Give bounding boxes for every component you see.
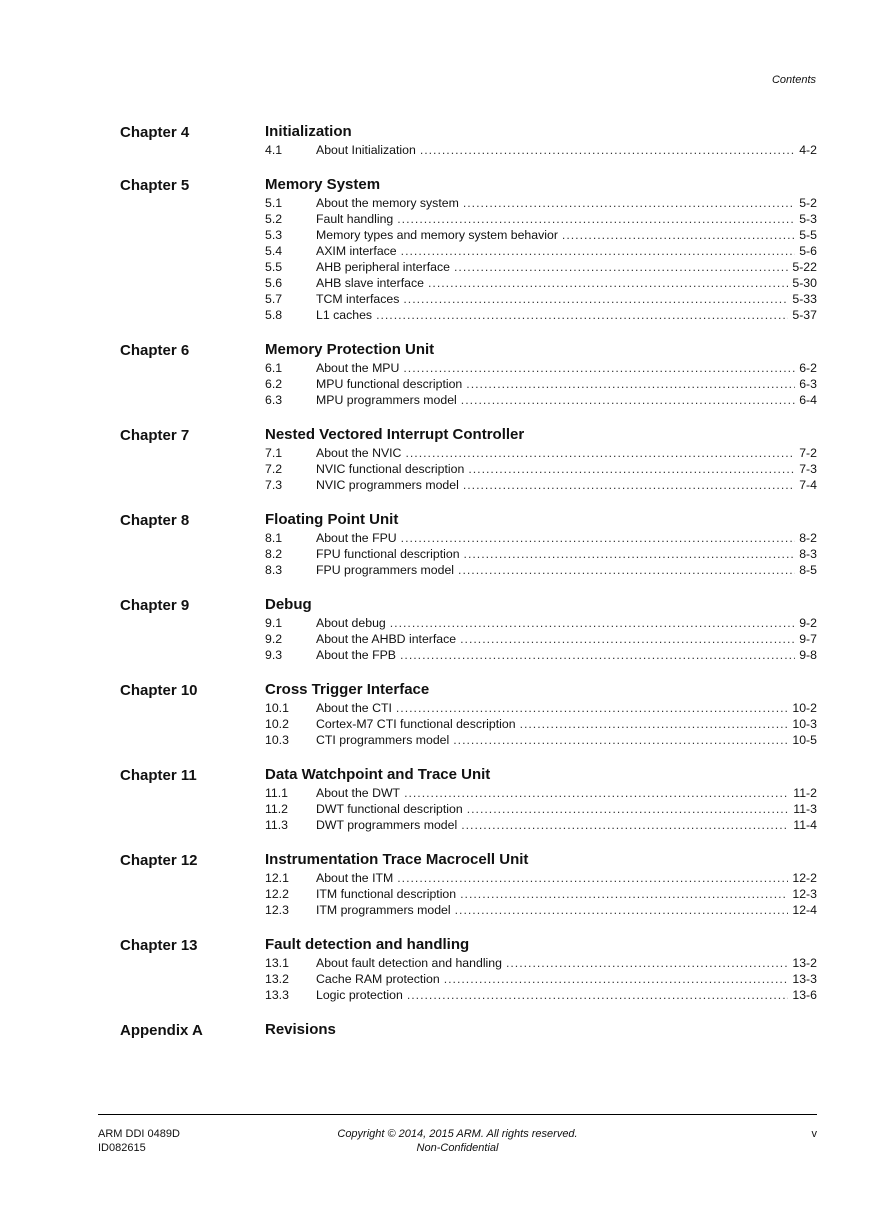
entry-number: 6.2 (265, 377, 283, 391)
toc-entry[interactable] (265, 562, 817, 578)
dot-leader (401, 243, 796, 259)
entry-page-number: 8-5 (799, 563, 817, 577)
entry-page-number: 5-22 (792, 260, 817, 274)
dot-leader (468, 461, 795, 477)
entry-title: About fault detection and handling (316, 956, 502, 970)
dot-leader (407, 987, 789, 1003)
dot-leader (400, 647, 795, 663)
dot-leader (466, 376, 795, 392)
chapter-title[interactable]: Debug (265, 596, 312, 613)
chapter-label[interactable]: Chapter 8 (120, 512, 190, 529)
entry-number: 5.4 (265, 244, 283, 258)
entry-page-number: 12-2 (792, 871, 817, 885)
chapter-label[interactable]: Chapter 10 (120, 682, 198, 699)
dot-leader (463, 477, 795, 493)
dot-leader (428, 275, 788, 291)
entry-page-number: 9-8 (799, 648, 817, 662)
entry-number: 5.7 (265, 292, 283, 306)
toc-chapter (0, 510, 869, 578)
footer-copyright: Copyright © 2014, 2015 ARM. All rights reserved. (337, 1128, 578, 1140)
dot-leader (506, 955, 788, 971)
entry-title: AHB slave interface (316, 276, 424, 290)
entry-title: About the AHBD interface (316, 632, 457, 646)
dot-leader (463, 195, 795, 211)
entry-title: About the FPB (316, 648, 396, 662)
toc-chapter (0, 122, 869, 158)
toc-entry[interactable] (265, 392, 817, 408)
entry-title: Cache RAM protection (316, 972, 440, 986)
entry-number: 13.3 (265, 988, 289, 1002)
entry-number: 5.3 (265, 228, 283, 242)
toc-entry[interactable] (265, 716, 817, 732)
dot-leader (520, 716, 789, 732)
entry-page-number: 8-3 (799, 547, 817, 561)
chapter-title[interactable]: Instrumentation Trace Macrocell Unit (265, 851, 529, 868)
toc-chapter (0, 595, 869, 663)
toc-entry[interactable] (265, 227, 817, 243)
entry-title: About the NVIC (316, 446, 402, 460)
entry-title: About the DWT (316, 786, 401, 800)
entry-number: 12.1 (265, 871, 289, 885)
toc-entry[interactable] (265, 445, 817, 461)
entry-title: About the CTI (316, 701, 392, 715)
entry-number: 12.2 (265, 887, 289, 901)
toc-entry[interactable] (265, 530, 817, 546)
entry-title: About the ITM (316, 871, 394, 885)
dot-leader (397, 870, 788, 886)
entry-number: 5.6 (265, 276, 283, 290)
chapter-label[interactable]: Chapter 7 (120, 427, 190, 444)
entry-title: About Initialization (316, 143, 416, 157)
entry-page-number: 8-2 (799, 531, 817, 545)
entry-number: 5.1 (265, 196, 283, 210)
toc-chapter (0, 680, 869, 748)
entry-page-number: 11-4 (793, 818, 817, 832)
entry-page-number: 5-33 (792, 292, 817, 306)
chapter-label[interactable]: Chapter 13 (120, 937, 198, 954)
toc-entry[interactable] (265, 275, 817, 291)
entry-page-number: 10-5 (792, 733, 817, 747)
entry-title: AHB peripheral interface (316, 260, 450, 274)
entry-page-number: 5-37 (792, 308, 817, 322)
entry-page-number: 9-2 (799, 616, 817, 630)
entry-title: L1 caches (316, 308, 373, 322)
toc-entry[interactable] (265, 647, 817, 663)
toc-chapter (0, 935, 869, 1003)
running-header: Contents (771, 74, 816, 86)
entry-page-number: 5-2 (799, 196, 817, 210)
entry-page-number: 10-2 (792, 701, 817, 715)
chapter-label[interactable]: Chapter 6 (120, 342, 190, 359)
toc-entry[interactable] (265, 307, 817, 323)
toc-chapter (0, 340, 869, 408)
entry-number: 11.2 (265, 802, 289, 816)
entry-page-number: 4-2 (799, 143, 817, 157)
table-of-contents (0, 122, 869, 1057)
entry-title: About the MPU (316, 361, 400, 375)
chapter-label[interactable]: Chapter 4 (120, 124, 190, 141)
toc-entry[interactable] (265, 886, 817, 902)
entry-title: Cortex-M7 CTI functional description (316, 717, 516, 731)
toc-entry[interactable] (265, 195, 817, 211)
entry-page-number: 5-6 (799, 244, 817, 258)
entry-page-number: 5-3 (799, 212, 817, 226)
toc-entry[interactable] (265, 987, 817, 1003)
entry-page-number: 12-3 (792, 887, 817, 901)
dot-leader (453, 732, 788, 748)
dot-leader (461, 817, 789, 833)
entry-page-number: 13-6 (792, 988, 817, 1002)
toc-entry[interactable] (265, 902, 817, 918)
entry-title: Fault handling (316, 212, 394, 226)
dot-leader (396, 700, 789, 716)
dot-leader (455, 902, 789, 918)
toc-chapter (0, 765, 869, 833)
toc-entry[interactable] (265, 376, 817, 392)
dot-leader (444, 971, 789, 987)
toc-entry[interactable] (265, 732, 817, 748)
entry-number: 6.1 (265, 361, 283, 375)
chapter-label[interactable]: Chapter 12 (120, 852, 198, 869)
toc-entry[interactable] (265, 631, 817, 647)
entry-title: FPU programmers model (316, 563, 455, 577)
entry-page-number: 9-7 (799, 632, 817, 646)
entry-page-number: 13-3 (792, 972, 817, 986)
entry-page-number: 6-4 (799, 393, 817, 407)
entry-page-number: 7-2 (799, 446, 817, 460)
chapter-title[interactable]: Memory Protection Unit (265, 341, 435, 358)
entry-title: Memory types and memory system behavior (316, 228, 558, 242)
entry-page-number: 6-2 (799, 361, 817, 375)
chapter-label[interactable]: Chapter 5 (120, 177, 190, 194)
toc-entry[interactable] (265, 291, 817, 307)
footer-page-number: v (811, 1128, 817, 1140)
entry-page-number: 11-3 (793, 802, 817, 816)
toc-entry[interactable] (265, 615, 817, 631)
toc-entry[interactable] (265, 870, 817, 886)
entry-number: 11.3 (265, 818, 289, 832)
dot-leader (460, 631, 795, 647)
entry-page-number: 7-4 (799, 478, 817, 492)
entry-page-number: 6-3 (799, 377, 817, 391)
toc-entry[interactable] (265, 211, 817, 227)
entry-number: 7.3 (265, 478, 283, 492)
toc-entry[interactable] (265, 785, 817, 801)
entry-number: 5.8 (265, 308, 283, 322)
footer-doc-id: ARM DDI 0489D (98, 1128, 180, 1140)
chapter-label[interactable]: Appendix A (120, 1022, 203, 1039)
dot-leader (454, 259, 788, 275)
entry-number: 10.2 (265, 717, 289, 731)
toc-chapter (0, 850, 869, 918)
entry-number: 5.2 (265, 212, 283, 226)
entry-page-number: 13-2 (792, 956, 817, 970)
entry-title: DWT programmers model (316, 818, 458, 832)
chapter-title[interactable]: Memory System (265, 176, 381, 193)
toc-entry[interactable] (265, 546, 817, 562)
entry-page-number: 10-3 (792, 717, 817, 731)
toc-entry[interactable] (265, 461, 817, 477)
entry-number: 8.3 (265, 563, 283, 577)
toc-chapter (0, 175, 869, 323)
footer-divider (98, 1114, 817, 1115)
dot-leader (562, 227, 795, 243)
entry-number: 13.2 (265, 972, 289, 986)
dot-leader (397, 211, 795, 227)
entry-page-number: 7-3 (799, 462, 817, 476)
entry-page-number: 11-2 (793, 786, 817, 800)
chapter-title[interactable]: Cross Trigger Interface (265, 681, 430, 698)
toc-entry[interactable] (265, 817, 817, 833)
toc-entry[interactable] (265, 955, 817, 971)
entry-title: About the FPU (316, 531, 397, 545)
dot-leader (401, 530, 796, 546)
chapter-title[interactable]: Data Watchpoint and Trace Unit (265, 766, 491, 783)
entry-number: 5.5 (265, 260, 283, 274)
dot-leader (390, 615, 795, 631)
toc-entry[interactable] (265, 971, 817, 987)
entry-title: FPU functional description (316, 547, 460, 561)
entry-number: 9.1 (265, 616, 283, 630)
dot-leader (461, 392, 795, 408)
entry-number: 12.3 (265, 903, 289, 917)
chapter-label[interactable]: Chapter 11 (120, 767, 197, 784)
entry-number: 9.2 (265, 632, 283, 646)
entry-title: CTI programmers model (316, 733, 450, 747)
dot-leader (403, 291, 788, 307)
dot-leader (405, 445, 795, 461)
entry-title: ITM programmers model (316, 903, 451, 917)
chapter-title[interactable]: Initialization (265, 123, 352, 140)
entry-title: About the memory system (316, 196, 459, 210)
entry-number: 10.1 (265, 701, 289, 715)
entry-number: 6.3 (265, 393, 283, 407)
entry-title: DWT functional description (316, 802, 463, 816)
dot-leader (458, 562, 795, 578)
entry-number: 8.2 (265, 547, 283, 561)
dot-leader (464, 546, 796, 562)
toc-entry[interactable] (265, 142, 817, 158)
dot-leader (467, 801, 790, 817)
footer-doc-ids (98, 1127, 180, 1155)
entry-title: ITM functional description (316, 887, 457, 901)
toc-entry[interactable] (265, 700, 817, 716)
toc-entry[interactable] (265, 360, 817, 376)
toc-chapter (0, 425, 869, 493)
toc-chapter (0, 1020, 869, 1040)
dot-leader (376, 307, 788, 323)
footer-confidentiality: Non-Confidential (416, 1142, 499, 1154)
entry-page-number: 5-5 (799, 228, 817, 242)
footer-copyright-block (300, 1127, 615, 1155)
entry-number: 8.1 (265, 531, 283, 545)
entry-number: 4.1 (265, 143, 283, 157)
toc-entry[interactable] (265, 801, 817, 817)
dot-leader (403, 360, 795, 376)
dot-leader (404, 785, 789, 801)
dot-leader (420, 142, 795, 158)
entry-title: MPU functional description (316, 377, 463, 391)
entry-number: 10.3 (265, 733, 289, 747)
entry-page-number: 5-30 (792, 276, 817, 290)
chapter-title[interactable]: Revisions (265, 1021, 336, 1038)
entry-number: 9.3 (265, 648, 283, 662)
entry-title: NVIC functional description (316, 462, 465, 476)
toc-entry[interactable] (265, 477, 817, 493)
entry-number: 11.1 (265, 786, 289, 800)
entry-title: About debug (316, 616, 386, 630)
footer-doc-id2: ID082615 (98, 1142, 146, 1154)
toc-entry[interactable] (265, 243, 817, 259)
entry-title: NVIC programmers model (316, 478, 459, 492)
entry-number: 13.1 (265, 956, 289, 970)
dot-leader (460, 886, 788, 902)
entry-number: 7.2 (265, 462, 283, 476)
entry-page-number: 12-4 (792, 903, 817, 917)
entry-title: Logic protection (316, 988, 403, 1002)
chapter-title[interactable]: Fault detection and handling (265, 936, 470, 953)
entry-title: AXIM interface (316, 244, 397, 258)
chapter-label[interactable]: Chapter 9 (120, 597, 190, 614)
entry-number: 7.1 (265, 446, 283, 460)
entry-title: TCM interfaces (316, 292, 400, 306)
chapter-title[interactable]: Floating Point Unit (265, 511, 399, 528)
chapter-title[interactable]: Nested Vectored Interrupt Controller (265, 426, 525, 443)
toc-entry[interactable] (265, 259, 817, 275)
entry-title: MPU programmers model (316, 393, 457, 407)
